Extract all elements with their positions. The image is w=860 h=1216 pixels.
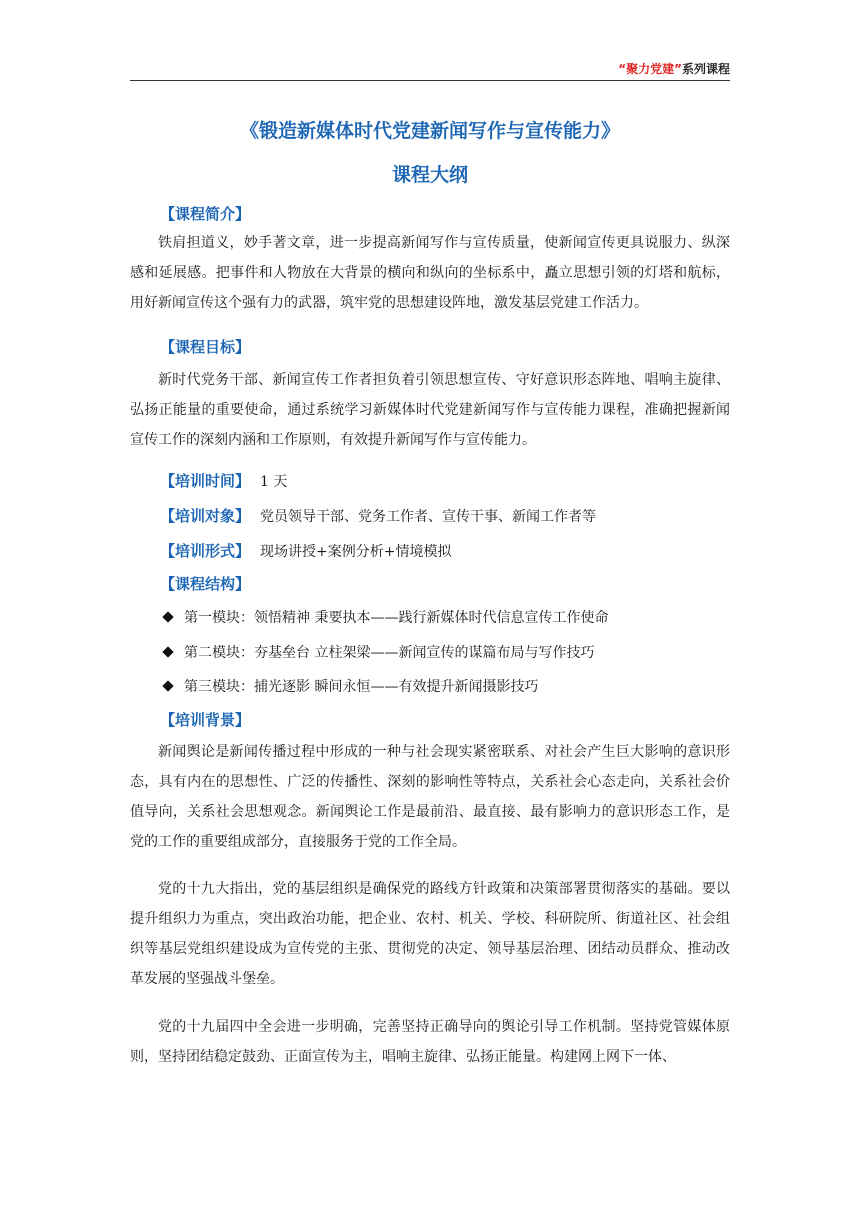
diamond-bullet-icon (162, 611, 173, 622)
module-item (160, 676, 538, 696)
background-heading: 【培训背景】 (160, 711, 251, 729)
background-paragraph: 新闻舆论是新闻传播过程中形成的一种与社会现实紧密联系、对社会产生巨大影响的意识形态，具有内在的思想性、广泛的传播性、深刻的影响性等特点，关系社会心态走向，关系社会价值导向，关系社会思想观念。新闻舆论工作是最前沿、最直接、最有影响力的意识形态工作，是党的工作的重要组成部分，直接服务于党的工作全局。 (130, 744, 730, 850)
header-suffix: 系列课程 (681, 62, 730, 76)
structure-heading: 【课程结构】 (160, 575, 251, 593)
training-form-value: 现场讲授+案例分析+情境模拟 (260, 544, 452, 560)
goals-heading: 【课程目标】 (160, 338, 251, 356)
intro-paragraph: 铁肩担道义，妙手著文章，进一步提高新闻写作与宣传质量，使新闻宣传更具说服力、纵深感和延展感。把事件和人物放在大背景的横向和纵向的坐标系中，矗立思想引领的灯塔和航标，用好新闻宣传这个强有力的武器，筑牢党的思想建设阵地，激发基层党建工作活力。 (130, 235, 730, 311)
intro-heading: 【课程简介】 (160, 205, 251, 223)
training-target-label: 【培训对象】 (160, 507, 251, 525)
module-text: 第二模块：夯基垒台 立柱架梁——新闻宣传的谋篇布局与写作技巧 (184, 645, 595, 661)
diamond-bullet-icon (162, 646, 173, 657)
diamond-bullet-icon (162, 680, 173, 691)
training-time-row (160, 470, 287, 491)
page-header (130, 60, 730, 78)
training-target-row (160, 505, 596, 526)
training-form-label: 【培训形式】 (160, 542, 251, 560)
training-time-label: 【培训时间】 (160, 472, 251, 490)
module-item (160, 642, 594, 662)
training-target-value: 党员领导干部、党务工作者、宣传干事、新闻工作者等 (260, 509, 597, 525)
document-title: 《锻造新媒体时代党建新闻写作与宣传能力》 (239, 120, 620, 142)
header-divider (130, 80, 730, 81)
document-subtitle: 课程大纲 (391, 164, 468, 186)
training-form-row (160, 540, 451, 561)
background-paragraph: 党的十九大指出，党的基层组织是确保党的路线方针政策和决策部署贯彻落实的基础。要以提升组织力为重点，突出政治功能，把企业、农村、机关、学校、科研院所、街道社区、社会组织等基层党组织建设成为宣传党的主张、贯彻党的决定、领导基层治理、团结动员群众、推动改革发展的坚强战斗堡垒。 (130, 881, 730, 987)
training-time-value: 1 天 (260, 474, 288, 490)
module-item (160, 607, 608, 627)
background-paragraph: 党的十九届四中全会进一步明确，完善坚持正确导向的舆论引导工作机制。坚持党管媒体原则，坚持团结稳定鼓劲、正面宣传为主，唱响主旋律、弘扬正能量。构建网上网下一体、 (130, 1019, 730, 1065)
module-text: 第一模块：领悟精神 秉要执本——践行新媒体时代信息宣传工作使命 (184, 610, 609, 626)
goals-paragraph: 新时代党务干部、新闻宣传工作者担负着引领思想宣传、守好意识形态阵地、唱响主旋律、弘扬正能量的重要使命，通过系统学习新媒体时代党建新闻写作与宣传能力课程，准确把握新闻宣传工作的深刻内涵和工作原则，有效提升新闻写作与宣传能力。 (130, 372, 730, 448)
header-brand: “聚力党建” (618, 62, 682, 76)
module-text: 第三模块：捕光逐影 瞬间永恒——有效提升新闻摄影技巧 (184, 679, 539, 695)
